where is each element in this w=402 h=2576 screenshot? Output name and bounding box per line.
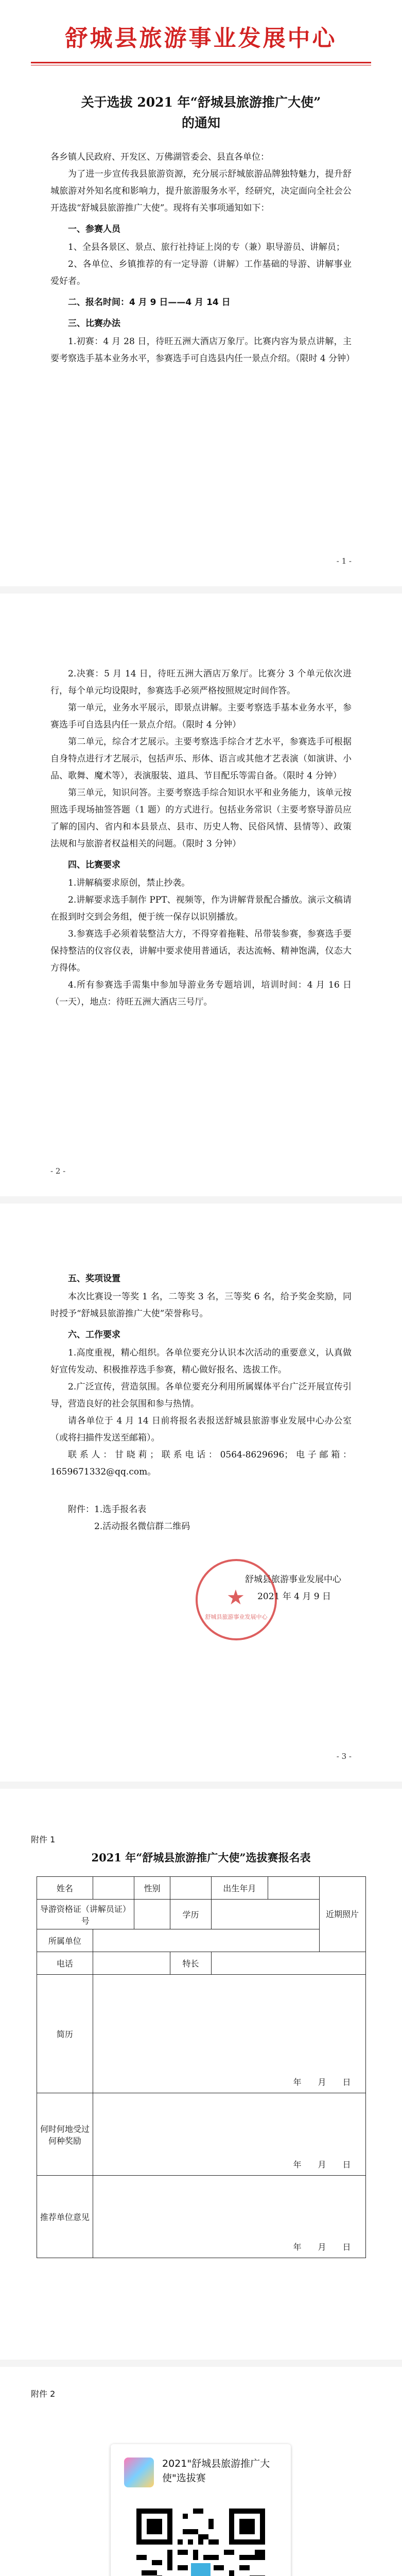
- label-phone: 电话: [37, 1952, 93, 1975]
- letterhead-title: 舒城县旅游事业发展中心: [65, 25, 337, 52]
- notice-title-line2: 的通知: [181, 115, 220, 130]
- paragraph: 请各单位于 4 月 14 日前将报名表报送舒城县旅游事业发展中心办公室（或将扫描件发送至邮箱）。: [50, 1416, 352, 1443]
- page-number: - 3 -: [336, 1752, 352, 1761]
- qr-code-icon[interactable]: [136, 2509, 265, 2576]
- paragraph: 2.广泛宣传，营造氛围。各单位要充分利用所属媒体平台广泛开展宣传引导，营造良好的社会氛围和参与热情。: [50, 1382, 352, 1409]
- group-name: 2021"舒城县旅游推广大使"选拔赛: [162, 2458, 270, 2484]
- attachment-line-2: 2.活动报名微信群二维码: [94, 1521, 190, 1532]
- label-gender: 性别: [134, 1877, 170, 1900]
- field-gender[interactable]: [170, 1877, 212, 1900]
- document-page-4: [0, 1789, 402, 2360]
- label-photo: 近期照片: [319, 1877, 365, 1952]
- section-heading-3: 三、比赛办法: [68, 318, 120, 329]
- paragraph: 4.所有参赛选手需集中参加导游业务专题培训，培训时间：4 月 16 日（一天），地点：待旺五洲大酒店三号厅。: [50, 980, 352, 1007]
- paragraph: 本次比赛设一等奖 1 名，二等奖 3 名，三等奖 6 名，给予奖金奖励，同时授予“舒城县旅游推广大使”荣誉称号。: [50, 1292, 352, 1319]
- field-edu[interactable]: [211, 1900, 319, 1929]
- section-heading-4: 四、比赛要求: [68, 860, 120, 870]
- paragraph: 3.参赛选手必须着装整洁大方，不得穿着拖鞋、吊带装参赛，参赛选手要保持整洁的仪容仪表，讲解中要求使用普通话，表达流畅、精神饱满，仪态大方得体。: [50, 929, 352, 973]
- label-resume: 简历: [37, 1975, 93, 2093]
- wechat-group-card: [111, 2444, 291, 2576]
- label-edu: 学历: [170, 1900, 212, 1929]
- notice-title: [0, 92, 402, 133]
- registration-form: [37, 1876, 366, 2258]
- intro-paragraph: 为了进一步宣传我县旅游资源，充分展示舒城旅游品牌独特魅力，提升舒城旅游对外知名度和影响力，提升旅游服务水平，经研究，决定面向全社会公开选拔“舒城县旅游推广大使”。现将有关事项通知如下：: [50, 169, 352, 213]
- official-seal: [196, 1559, 277, 1640]
- paragraph: 1.初赛：4 月 28 日，待旺五洲大酒店万象厅。比赛内容为景点讲解，主要考察选手基本业务水平，参赛选手可自选县内任一景点介绍。（限时 4 分钟）: [50, 336, 355, 364]
- seal-star-icon: ★: [226, 1586, 245, 1609]
- field-resume[interactable]: 年 月 日: [93, 1975, 365, 2093]
- field-opinion[interactable]: 年 月 日: [93, 2176, 365, 2258]
- section-heading-6: 六、工作要求: [68, 1330, 120, 1340]
- form-title: 2021 年“舒城县旅游推广大使”选拔赛报名表: [91, 1851, 311, 1864]
- page-number: - 1 -: [336, 556, 352, 566]
- page1-body: [50, 149, 355, 367]
- field-phone[interactable]: [93, 1952, 170, 1975]
- paragraph: 第三单元，知识问答。主要考察选手综合知识水平和业务能力，该单元按照选手现场抽签答题（1 题）的方式进行。包括业务常识（主要考察导游员应了解的国内、省内和本县景点、县市、历史人物、民俗风情、县情等）、政策法规和与旅游者权益相关的问题。（限时 3 分钟）: [50, 788, 352, 849]
- annex-label: 附件 2: [31, 2389, 56, 2399]
- paragraph: 1.讲解稿要求原创，禁止抄袭。: [68, 878, 190, 888]
- document-page-2: [0, 594, 402, 1196]
- section-heading-1: 一、参赛人员: [68, 224, 120, 234]
- paragraph: 1.高度重视，精心组织。各单位要充分认识本次活动的重要意义，认真做好宣传发动、积极推荐选手参赛，精心做好报名、选拔工作。: [50, 1348, 352, 1375]
- label-specialty: 特长: [170, 1952, 212, 1975]
- page3-body: [50, 1270, 352, 1605]
- page-number: - 2 -: [50, 1166, 66, 1176]
- paragraph: 2、各单位、乡镇推荐的有一定导游（讲解）工作基础的导游、讲解事业爱好者。: [50, 259, 352, 286]
- field-specialty[interactable]: [211, 1952, 365, 1975]
- label-birth: 出生年月: [211, 1877, 268, 1900]
- annex-label: 附件 1: [31, 1835, 56, 1844]
- attachment-line-1: 附件：1.选手报名表: [68, 1504, 147, 1515]
- paragraph: 第一单元，业务水平展示，即景点讲解。主要考察选手基本业务水平，参赛选手可自选县内任一景点介绍。（限时 4 分钟）: [50, 703, 352, 730]
- group-avatar-icon: [124, 2458, 154, 2487]
- document-page-5: [0, 2367, 402, 2576]
- paragraph: 2.决赛：5 月 14 日，待旺五洲大酒店万象厅。比赛分 3 个单元依次进行，每个单元均设限时，参赛选手必须严格按照规定时间作答。: [50, 669, 352, 696]
- page2-body: [50, 666, 352, 1011]
- field-name[interactable]: [93, 1877, 134, 1900]
- field-unit[interactable]: [93, 1929, 319, 1952]
- paragraph: 2.讲解要求选手制作 PPT、视频等，作为讲解背景配合播放。演示文稿请在报到时交到会务组，便于统一保存以识别播放。: [50, 895, 352, 922]
- label-name: 姓名: [37, 1877, 93, 1900]
- label-awards: 何时何地受过何种奖励: [37, 2093, 93, 2176]
- label-opinion: 推荐单位意见: [37, 2176, 93, 2258]
- contact-line: 联系人：甘晓莉；联系电话：0564-8629696；电子邮箱：1659671332@qq.com。: [50, 1450, 352, 1477]
- section-heading-2: 二、报名时间：4 月 9 日——4 月 14 日: [68, 297, 231, 308]
- signature-org: 舒城县旅游事业发展中心: [245, 1574, 341, 1585]
- document-page-1: [0, 0, 402, 586]
- field-cert[interactable]: [134, 1900, 170, 1929]
- letterhead-red-line: [31, 62, 371, 65]
- seal-text: 舒城县旅游事业发展中心: [205, 1614, 268, 1620]
- label-unit: 所属单位: [37, 1929, 93, 1952]
- paragraph: 1、全县各景区、景点、旅行社持证上岗的专（兼）职导游员、讲解员；: [68, 242, 345, 252]
- field-birth[interactable]: [268, 1877, 319, 1900]
- paragraph: 第二单元，综合才艺展示。主要考察选手综合才艺水平，参赛选手可根据自身特点进行才艺展示，包括声乐、形体、语言或其他才艺表演（如演讲、小品、歌舞、魔术等），表演服装、道具、节目配乐等需自备。（限时 4 分钟）: [50, 737, 352, 781]
- document-page-3: [0, 1204, 402, 1782]
- notice-title-line1: 关于选拔 2021 年“舒城县旅游推广大使”: [81, 95, 321, 110]
- salutation: 各乡镇人民政府、开发区、万佛湖管委会、县直各单位：: [50, 152, 269, 162]
- label-cert: 导游资格证（讲解员证）号: [37, 1900, 134, 1929]
- section-heading-5: 五、奖项设置: [68, 1274, 120, 1284]
- signature-date: 2021 年 4 月 9 日: [257, 1591, 331, 1602]
- field-awards[interactable]: 年 月 日: [93, 2093, 365, 2176]
